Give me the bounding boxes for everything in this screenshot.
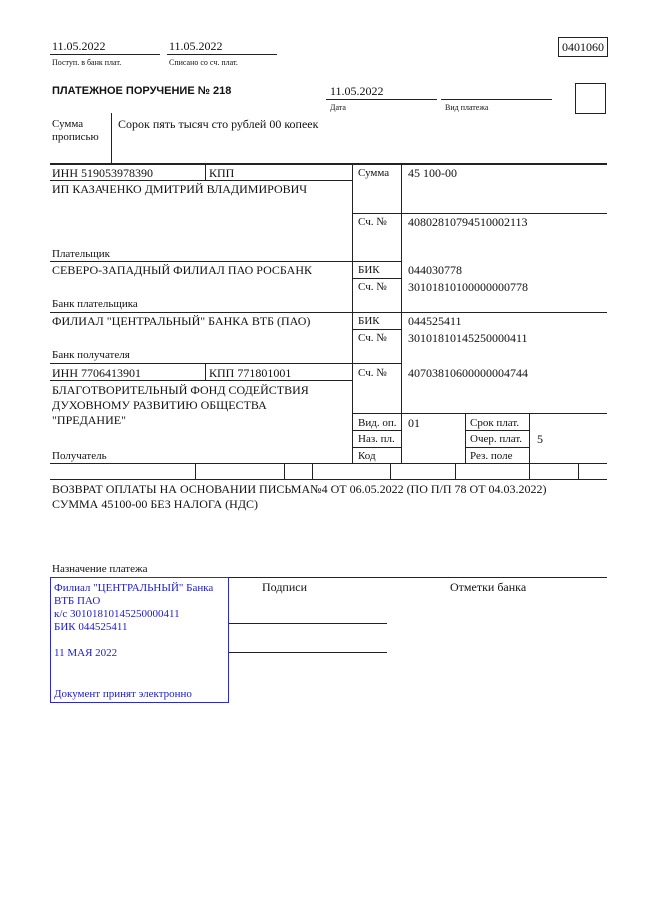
divider (352, 278, 401, 279)
divider (401, 163, 402, 463)
stamp-line: к/с 30101810145250000411 (54, 608, 180, 620)
bik-label: БИК (358, 264, 380, 276)
term-label: Срок плат. (470, 417, 520, 429)
bank-marks-label: Отметки банка (450, 580, 527, 594)
divider (50, 363, 401, 364)
divider (50, 463, 607, 464)
divider (441, 99, 552, 100)
divider (312, 463, 313, 479)
divider (50, 54, 160, 55)
stamp-status: Документ принят электронно (54, 688, 192, 700)
payee-bank-label: Банк получателя (52, 349, 130, 361)
amount-words-label: Сумма (52, 118, 84, 130)
received-label: Поступ. в банк плат. (52, 58, 122, 67)
payee-name-line: "ПРЕДАНИЕ" (52, 413, 126, 427)
divider (195, 463, 196, 479)
signature-line (228, 652, 387, 653)
stamp-date: 11 МАЯ 2022 (54, 647, 118, 659)
signatures-label: Подписи (262, 580, 308, 594)
divider (50, 163, 607, 165)
payment-type-box (575, 83, 606, 114)
payer-bank-account: 30101810100000000778 (408, 280, 528, 294)
divider (205, 363, 206, 380)
sum-label: Сумма (358, 167, 390, 179)
payer-bank-label: Банк плательщика (52, 298, 138, 310)
account-label: Сч. № (358, 332, 387, 344)
payer-inn: ИНН 519053978390 (52, 166, 153, 180)
payee-name-line: БЛАГОТВОРИТЕЛЬНЫЙ ФОНД СОДЕЙСТВИЯ (52, 383, 309, 397)
divider (529, 463, 530, 479)
document-date: 11.05.2022 (330, 84, 384, 98)
payer-account: 40802810794510002113 (408, 215, 528, 229)
code-label: Код (358, 450, 376, 462)
divider (284, 463, 285, 479)
payee-name-line: ДУХОВНОМУ РАЗВИТИЮ ОБЩЕСТВА (52, 398, 267, 412)
divider (352, 447, 401, 448)
form-code-box (558, 37, 608, 57)
op-type-label: Вид. оп. (358, 417, 397, 429)
divider (50, 180, 352, 181)
payer-bank-name: СЕВЕРО-ЗАПАДНЫЙ ФИЛИАЛ ПАО РОСБАНК (52, 263, 313, 277)
divider (167, 54, 277, 55)
divider (390, 463, 391, 479)
received-date: 11.05.2022 (52, 39, 106, 53)
signature-line (228, 623, 387, 624)
divider (352, 430, 401, 431)
reserve-label: Рез. поле (470, 450, 513, 462)
divider (352, 213, 607, 214)
stamp-line: Филиал "ЦЕНТРАЛЬНЫЙ" Банка (54, 582, 214, 594)
account-label: Сч. № (358, 216, 387, 228)
payee-bank-name: ФИЛИАЛ "ЦЕНТРАЛЬНЫЙ" БАНКА ВТБ (ПАО) (52, 314, 311, 328)
priority-label: Очер. плат. (470, 433, 523, 445)
payer-name: ИП КАЗАЧЕНКО ДМИТРИЙ ВЛАДИМИРОВИЧ (52, 182, 308, 196)
purpose-code-label: Наз. пл. (358, 433, 395, 445)
divider (352, 329, 401, 330)
account-label: Сч. № (358, 367, 387, 379)
payer-label: Плательщик (52, 248, 110, 260)
divider (455, 463, 456, 479)
payee-bank-account: 30101810145250000411 (408, 331, 528, 345)
amount-words: Сорок пять тысяч сто рублей 00 копеек (118, 117, 319, 131)
payee-inn: ИНН 7706413901 (52, 366, 141, 380)
divider (50, 261, 401, 262)
bank-stamp (50, 577, 229, 703)
purpose-line: СУММА 45100-00 БЕЗ НАЛОГА (НДС) (52, 497, 259, 511)
payee-label: Получатель (52, 450, 107, 462)
divider (465, 430, 529, 431)
purpose-line: ВОЗВРАТ ОПЛАТЫ НА ОСНОВАНИИ ПИСЬМА№4 ОТ 06.05.2022 (ПО П/П 78 ОТ 04.03.2022) (52, 482, 547, 496)
form-code: 0401060 (562, 40, 604, 54)
payee-bank-bik: 044525411 (408, 314, 462, 328)
divider (50, 312, 607, 313)
divider (578, 463, 579, 479)
stamp-line: ВТБ ПАО (54, 595, 101, 607)
page-title: ПЛАТЕЖНОЕ ПОРУЧЕНИЕ № 218 (52, 85, 232, 97)
divider (50, 380, 352, 381)
divider (50, 479, 607, 480)
purpose-label: Назначение платежа (52, 563, 148, 575)
bik-label: БИК (358, 315, 380, 327)
payment-type-label: Вид платежа (445, 103, 489, 112)
payee-kpp: КПП 771801001 (209, 366, 292, 380)
debited-label: Списано со сч. плат. (169, 58, 238, 67)
divider (529, 413, 530, 463)
op-type: 01 (408, 416, 420, 430)
divider (352, 413, 607, 414)
divider (111, 113, 112, 163)
divider (465, 447, 529, 448)
divider (465, 413, 466, 463)
priority: 5 (537, 432, 543, 446)
stamp-line: БИК 044525411 (54, 621, 128, 633)
payer-bank-bik: 044030778 (408, 263, 462, 277)
payee-account: 40703810600000004744 (408, 366, 528, 380)
account-label: Сч. № (358, 281, 387, 293)
amount-words-label: прописью (52, 131, 99, 143)
date-label: Дата (330, 103, 346, 112)
divider (326, 99, 437, 100)
sum-value: 45 100-00 (408, 166, 457, 180)
debited-date: 11.05.2022 (169, 39, 223, 53)
payer-kpp: КПП (209, 166, 235, 180)
divider (205, 163, 206, 180)
divider (352, 163, 353, 463)
